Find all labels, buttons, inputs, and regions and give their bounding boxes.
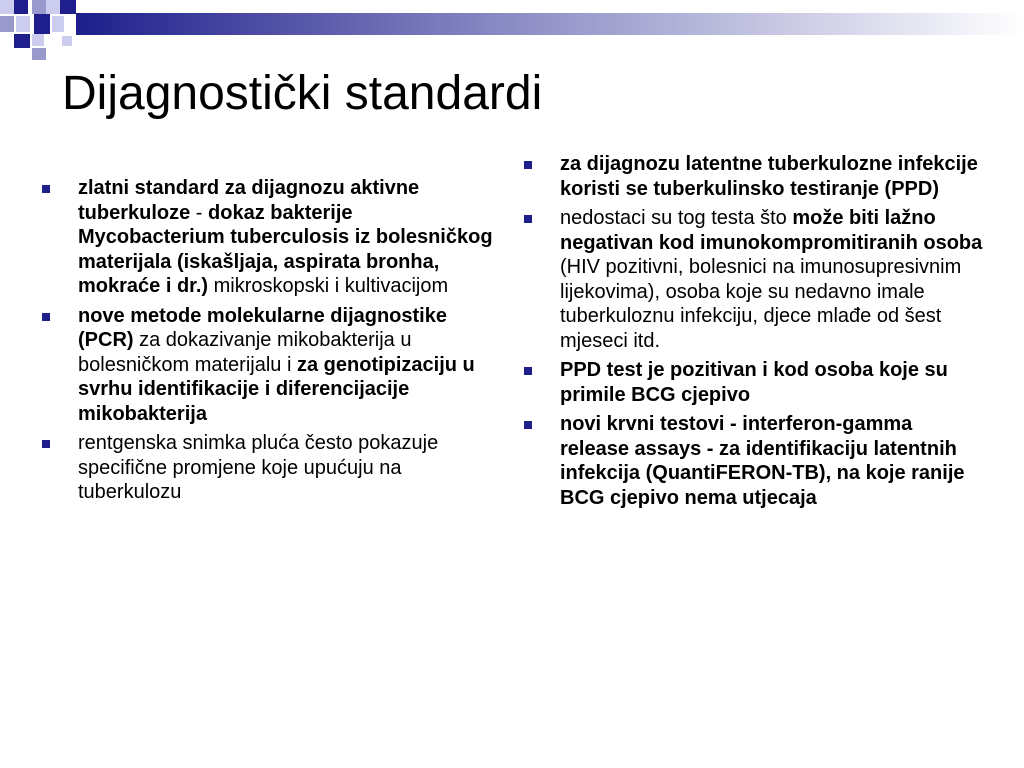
square-bullet-icon [524,421,532,429]
bullet-text-bold: novi krvni testovi - interferon-gamma release assays - za identifikaciju latentnih infekcija (QuantiFERON-TB), na koje ranije BCG cjepivo nema utjecaja [560,413,965,509]
bullet-text: (HIV pozitivni, bolesnici na imunosupresivnim lijekovima), osoba koje su nedavno imale tuberkuloznu infekciju, djece mlađe od šest mjeseci itd. [560,256,962,352]
bullet-text: mikroskopski i kultivacijom [208,275,449,297]
decor-square [32,48,46,60]
decor-square [14,34,30,48]
bullet-text: rentgenska snimka pluća često pokazuje specifične promjene koje upućuju na tuberkulozu [78,432,439,503]
decor-square [62,36,72,46]
slide-title: Dijagnostički standardi [62,67,543,120]
decor-square [16,16,30,32]
header-gradient-band [76,13,1024,35]
bullet-item [524,412,984,510]
decor-square [0,16,14,32]
square-bullet-icon [42,440,50,448]
decor-square [60,0,76,14]
square-bullet-icon [42,185,50,193]
bullet-text-bold: nove metode molekularne dijagnostike (PCR) [78,304,447,351]
header-decoration [0,0,1024,62]
left-bullet-list [42,176,504,510]
decor-square [46,0,60,14]
bullet-text: za dokazivanje mikobakterija u bolesničkom materijalu i [78,329,412,376]
right-bullet-list [524,152,984,515]
decor-square [14,0,28,14]
square-bullet-icon [524,215,532,223]
bullet-text-bold: za genotipizaciju u svrhu identifikacije i diferencijacije mikobakterija [78,353,475,425]
bullet-text-bold: dokaz bakterije Mycobacterium tuberculosis iz bolesničkog materijala (iskašljaja, aspirata bronha, mokraće i dr.) [78,201,493,297]
bullet-item [524,152,984,201]
bullet-item [42,431,504,505]
decor-square [32,34,44,46]
decor-square [32,0,46,14]
square-bullet-icon [42,313,50,321]
decor-square [52,16,64,32]
decor-square [0,0,14,14]
bullet-text-bold: za dijagnozu latentne tuberkulozne infekcije koristi se tuberkulinsko testiranje (PPD) [560,153,978,200]
square-bullet-icon [524,367,532,375]
bullet-text: nedostaci su tog testa što [560,207,793,229]
decor-square [34,14,50,34]
bullet-text-bold: PPD test je pozitivan i kod osoba koje su primile BCG cjepivo [560,359,948,406]
bullet-text-bold: može biti lažno negativan kod imunokompromitiranih osoba [560,207,983,254]
square-bullet-icon [524,161,532,169]
bullet-item [42,304,504,427]
bullet-text-bold: zlatni standard za dijagnozu aktivne tuberkuloze [78,177,420,224]
bullet-item [524,358,984,407]
bullet-text: - [190,201,209,224]
bullet-item [524,206,984,353]
bullet-item [42,176,504,299]
